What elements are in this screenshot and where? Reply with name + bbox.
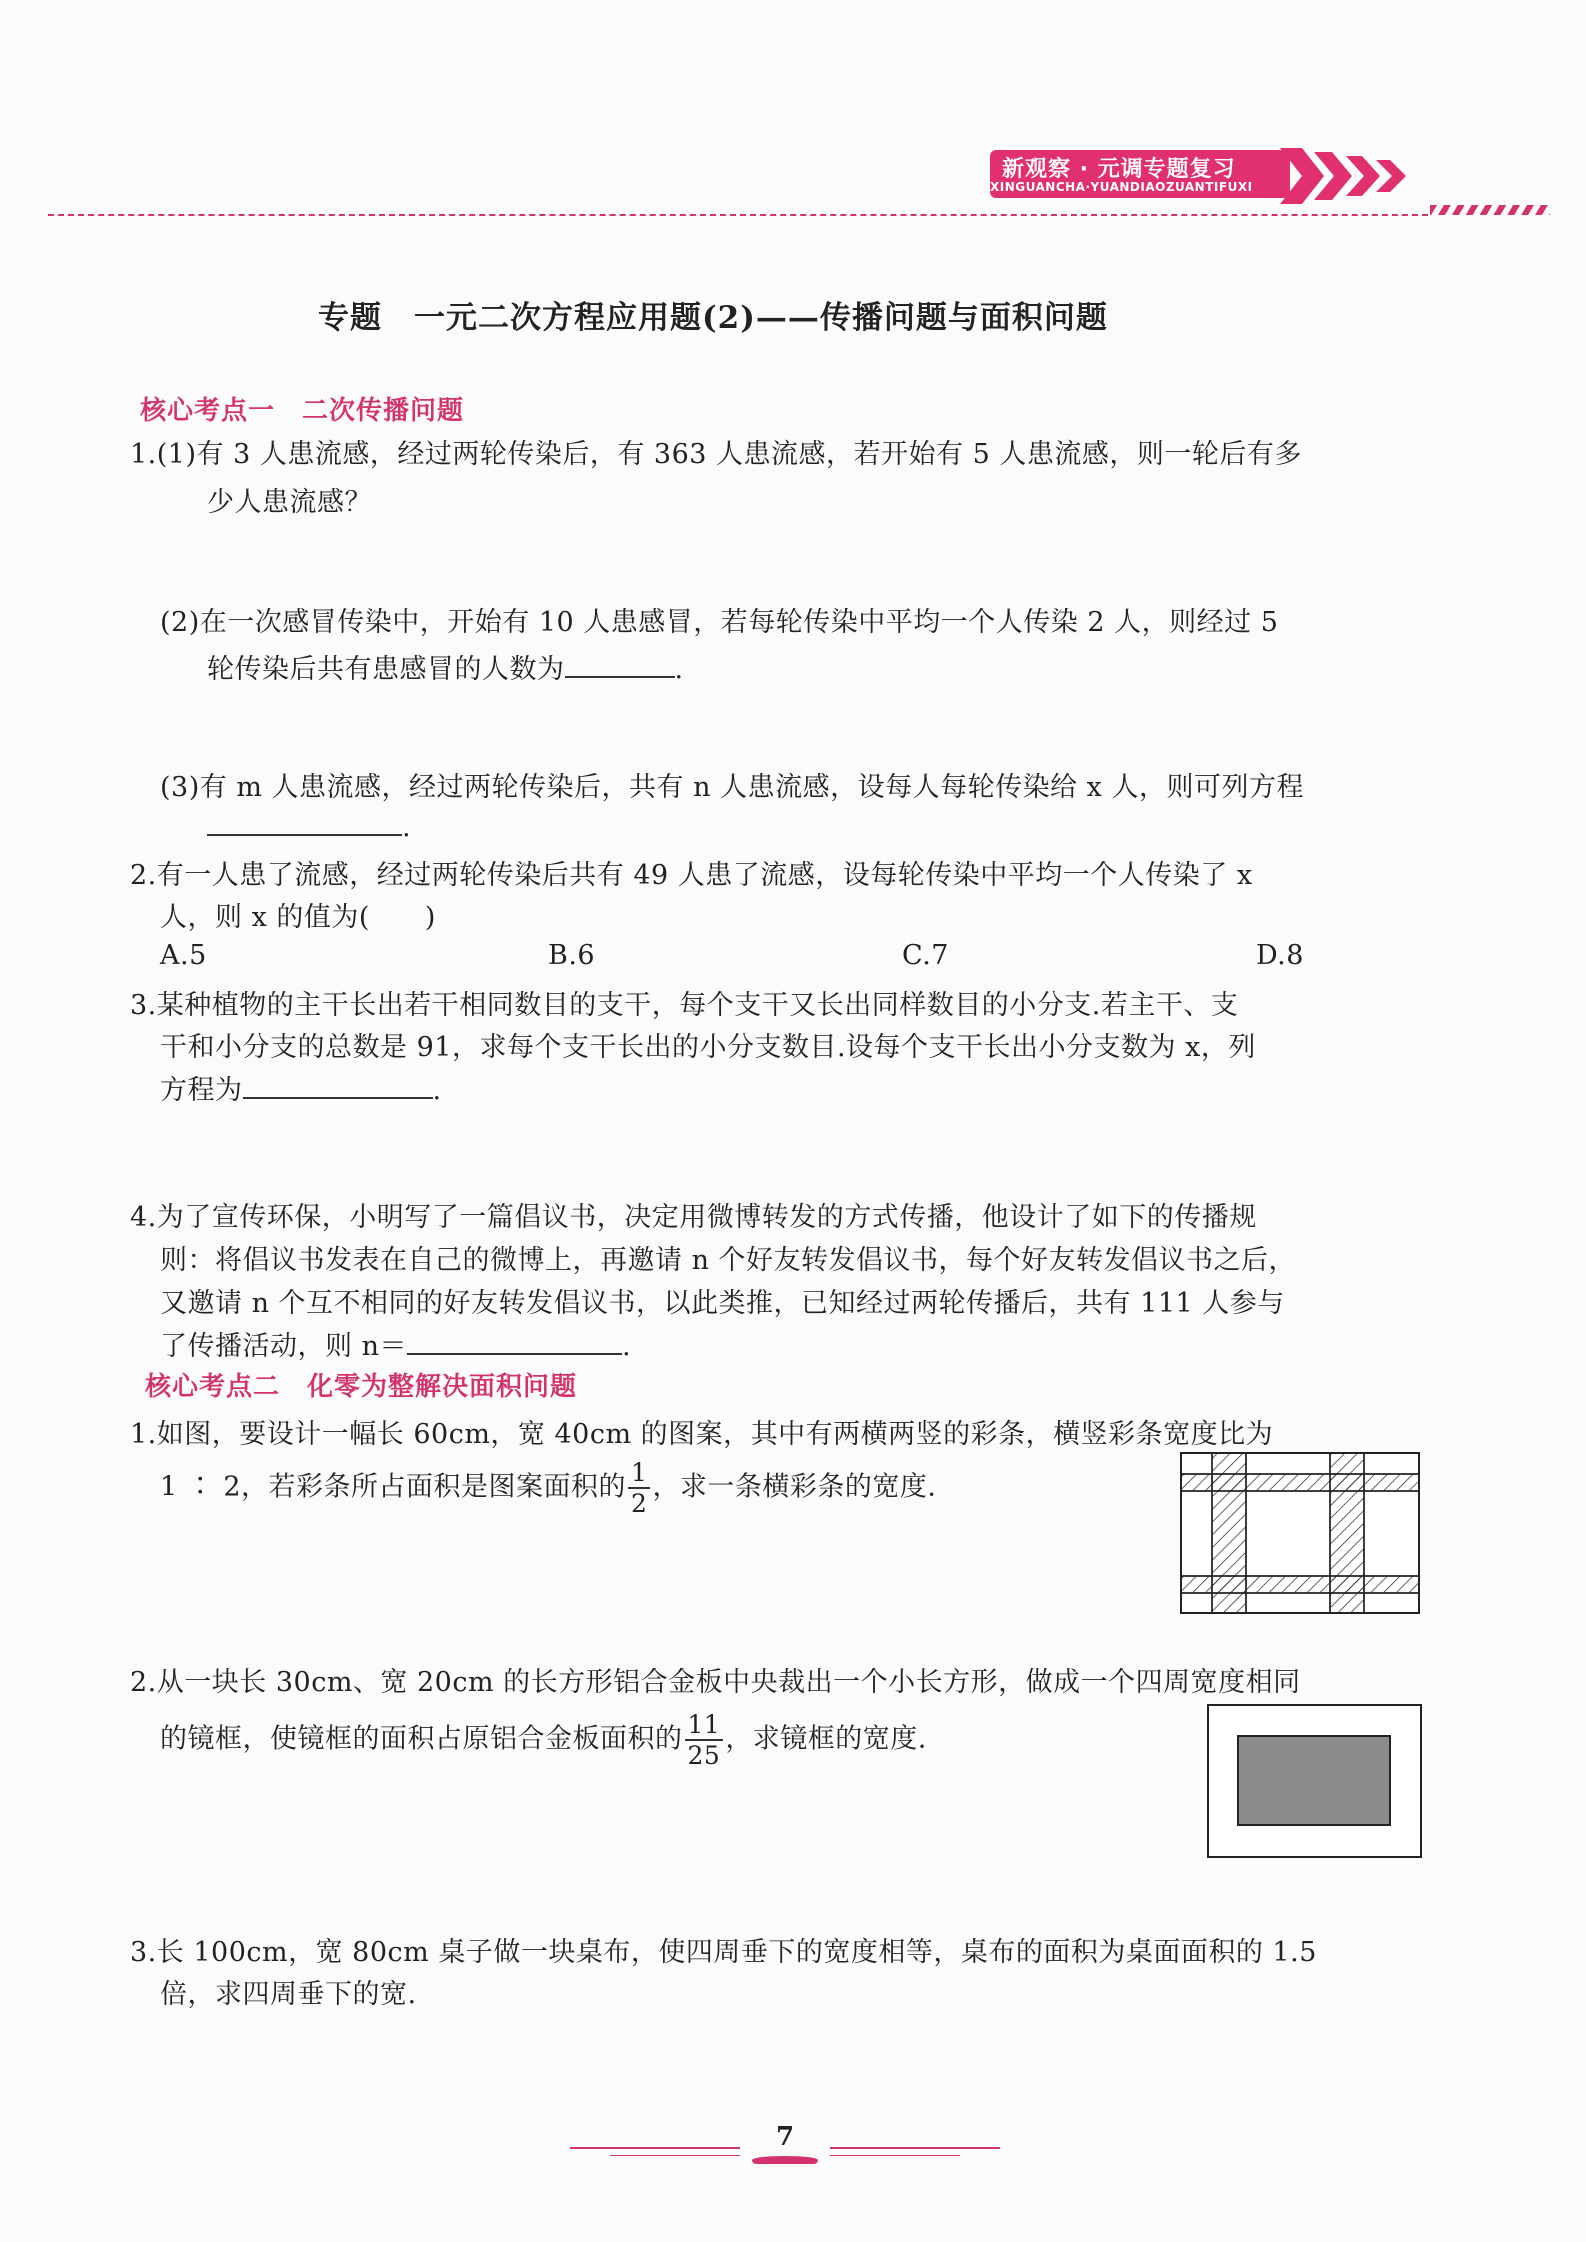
problem-1-text-end: ，求一条横彩条的宽度. bbox=[652, 1471, 937, 1503]
section-heading-2: 核心考点二 化零为整解决面积问题 bbox=[145, 1372, 578, 1402]
fraction-denominator: 2 bbox=[631, 1489, 648, 1518]
answer-blank[interactable] bbox=[243, 1073, 433, 1099]
period: . bbox=[621, 1331, 632, 1362]
answer-blank[interactable] bbox=[565, 652, 675, 678]
section-heading-1: 核心考点一 二次传播问题 bbox=[140, 396, 465, 426]
period: . bbox=[674, 654, 684, 685]
question-1-3-line2 bbox=[207, 810, 411, 843]
question-4-line2: 则：将倡议书发表在自己的微博上，再邀请 n 个好友转发倡议书，每个好友转发倡议书之后， bbox=[160, 1245, 1297, 1276]
problem-2-line2 bbox=[160, 1712, 927, 1768]
header-brand-en: XINGUANCHA·YUANDIAOZUANTIFUXI bbox=[990, 180, 1253, 194]
fraction-denominator: 25 bbox=[687, 1741, 721, 1770]
question-3-line1: 3.某种植物的主干长出若干相同数目的支干，每个支干又长出同样数目的小分支.若主干、支 bbox=[130, 990, 1239, 1021]
question-1-3-line1: (3)有 m 人患流感，经过两轮传染后，共有 n 人患流感，设每人每轮传染给 x 人，则可列方程 bbox=[160, 772, 1304, 803]
footer-rule-left-2 bbox=[610, 2155, 740, 2156]
option-d: D.8 bbox=[1256, 940, 1304, 971]
question-3-line3 bbox=[160, 1068, 442, 1107]
option-a: A.5 bbox=[160, 940, 207, 971]
horizontal-strip-bottom bbox=[1181, 1576, 1419, 1593]
frame-inner-cutout bbox=[1237, 1735, 1391, 1826]
option-b: B.6 bbox=[548, 940, 596, 971]
question-4-line4 bbox=[160, 1324, 631, 1363]
question-3-text: 方程为 bbox=[160, 1075, 243, 1106]
question-4-text: 了传播活动，则 n＝ bbox=[160, 1331, 407, 1362]
header-stripe-rule bbox=[1430, 205, 1550, 215]
problem-1-text: 1 ∶ 2，若彩条所占面积是图案面积的 bbox=[160, 1471, 627, 1503]
period: . bbox=[432, 1075, 442, 1106]
header-dashed-rule bbox=[48, 214, 1428, 216]
question-2-line2: 人，则 x 的值为( ) bbox=[160, 902, 436, 933]
page-number: 7 bbox=[775, 2122, 795, 2152]
option-c: C.7 bbox=[902, 940, 949, 971]
problem-1-line1: 1.如图，要设计一幅长 60cm，宽 40cm 的图案，其中有两横两竖的彩条，横竖彩条宽度比为 bbox=[130, 1419, 1274, 1450]
fraction-numerator: 11 bbox=[685, 1712, 724, 1741]
question-2-line1: 2.有一人患了流感，经过两轮传染后共有 49 人患了流感，设每轮传染中平均一个人传染了 x bbox=[130, 860, 1253, 891]
fraction-one-half bbox=[628, 1460, 650, 1516]
question-4-line1: 4.为了宣传环保，小明写了一篇倡议书，决定用微博转发的方式传播，他设计了如下的传播规 bbox=[130, 1202, 1257, 1233]
header-brand-cn: 新观察 · 元调专题复习 bbox=[1002, 157, 1236, 182]
answer-blank[interactable] bbox=[407, 1329, 622, 1355]
problem-2-line1: 2.从一块长 30cm、宽 20cm 的长方形铝合金板中央裁出一个小长方形，做成一个四周宽度相同 bbox=[130, 1667, 1301, 1698]
question-1-2-text: 轮传染后共有患感冒的人数为 bbox=[207, 654, 565, 685]
footer-book-icon bbox=[752, 2156, 818, 2164]
problem-2-text: 的镜框，使镜框的面积占原铝合金板面积的 bbox=[160, 1723, 683, 1755]
question-4-line3: 又邀请 n 个互不相同的好友转发倡议书，以此类推，已知经过两轮传播后，共有 111 人参与 bbox=[160, 1288, 1285, 1319]
horizontal-strip-top bbox=[1181, 1474, 1419, 1491]
question-3-line2: 干和小分支的总数是 91，求每个支干长出的小分支数目.设每个支干长出小分支数为 x，列 bbox=[160, 1032, 1256, 1063]
header-chevrons bbox=[1280, 148, 1420, 204]
question-1-2-line1: (2)在一次感冒传染中，开始有 10 人患感冒，若每轮传染中平均一个人传染 2 人，则经过 5 bbox=[160, 607, 1279, 638]
problem-3-line1: 3.长 100cm，宽 80cm 桌子做一块桌布，使四周垂下的宽度相等，桌布的面积为桌面面积的 1.5 bbox=[130, 1937, 1317, 1968]
fraction-numerator: 1 bbox=[628, 1460, 650, 1489]
answer-blank[interactable] bbox=[207, 810, 402, 836]
footer-rule-right-2 bbox=[830, 2155, 960, 2156]
problem-3-line2: 倍，求四周垂下的宽. bbox=[160, 1979, 417, 2010]
problem-2-text-end: ，求镜框的宽度. bbox=[725, 1723, 927, 1755]
question-1-1-line2: 少人患流感？ bbox=[207, 487, 372, 518]
period: . bbox=[402, 812, 412, 843]
frame-figure bbox=[1207, 1704, 1422, 1858]
page-title: 专题 一元二次方程应用题(2)——传播问题与面积问题 bbox=[318, 300, 1108, 336]
problem-1-line2 bbox=[160, 1460, 937, 1516]
footer-rule-right bbox=[830, 2147, 1000, 2149]
footer-rule-left bbox=[570, 2147, 740, 2149]
question-1-2-line2 bbox=[207, 647, 684, 686]
fraction-eleven-twentyfifths bbox=[685, 1712, 724, 1768]
striped-pattern-figure bbox=[1180, 1452, 1420, 1614]
question-1-1-line1: 1.(1)有 3 人患流感，经过两轮传染后，有 363 人患流感，若开始有 5 人患流感，则一轮后有多 bbox=[130, 439, 1302, 470]
